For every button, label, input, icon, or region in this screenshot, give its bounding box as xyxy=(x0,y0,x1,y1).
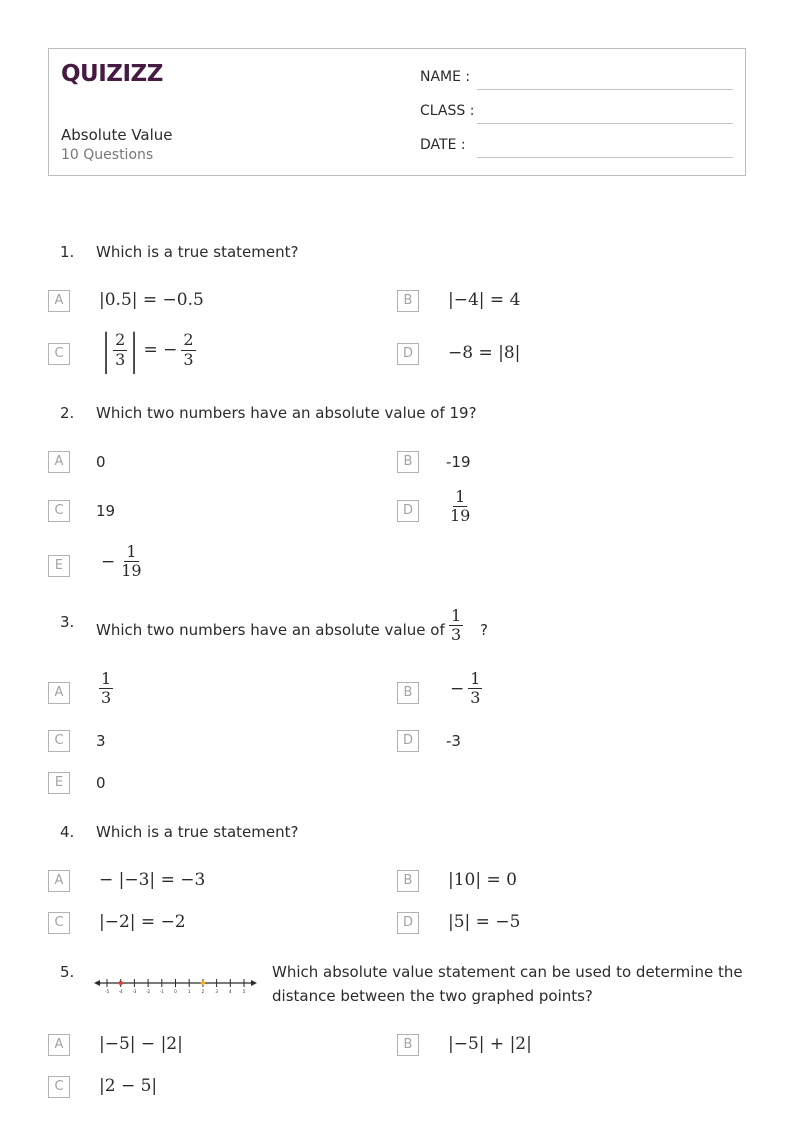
option-box-a[interactable]: A xyxy=(48,682,70,704)
question-text-line2: distance between the two graphed points? xyxy=(272,987,593,1005)
date-line[interactable] xyxy=(477,157,733,158)
worksheet-header xyxy=(48,48,746,176)
question-number: 4. xyxy=(60,823,75,841)
fraction: $\frac{1}{19}$ xyxy=(121,542,142,581)
option-text: -19 xyxy=(446,453,471,471)
question-count: 10 Questions xyxy=(61,147,154,163)
option-box-d[interactable]: D xyxy=(397,500,419,522)
number-line-tick-label: -2 xyxy=(146,989,151,994)
question-fraction xyxy=(449,607,463,645)
option-math xyxy=(99,670,113,708)
option-text: − |−3| = −3 xyxy=(99,870,206,890)
date-label: DATE : xyxy=(420,137,466,153)
option-text: -3 xyxy=(446,732,461,750)
option-sign: − xyxy=(101,551,116,572)
option-math xyxy=(99,325,196,374)
abs-bar-right: | xyxy=(130,325,138,374)
number-line-tick-label: 3 xyxy=(215,989,218,994)
option-box-b[interactable]: B xyxy=(397,290,419,312)
option-text: |2 − 5| xyxy=(99,1076,158,1096)
fraction: $\frac{2}{3}$ xyxy=(115,330,126,369)
name-line[interactable] xyxy=(477,89,733,90)
fraction: $\frac{1}{19}$ xyxy=(450,487,471,526)
option-box-a[interactable]: A xyxy=(48,870,70,892)
option-text: −8 = |8| xyxy=(448,343,521,363)
option-box-e[interactable]: E xyxy=(48,772,70,794)
option-box-b[interactable]: B xyxy=(397,1034,419,1056)
number-line-point xyxy=(119,981,123,985)
option-math xyxy=(448,488,472,526)
abs-bar-left: | xyxy=(102,325,110,374)
question-text: Which two numbers have an absolute value of xyxy=(96,621,445,639)
option-box-b[interactable]: B xyxy=(397,451,419,473)
question-number: 1. xyxy=(60,243,75,261)
option-box-d[interactable]: D xyxy=(397,912,419,934)
number-line-tick-label: -5 xyxy=(105,989,109,994)
option-math xyxy=(448,670,482,708)
option-text: |−5| − |2| xyxy=(99,1034,183,1054)
option-box-c[interactable]: C xyxy=(48,343,70,365)
question-number: 3. xyxy=(60,613,75,631)
option-box-b[interactable]: B xyxy=(397,870,419,892)
option-text: 19 xyxy=(96,502,116,520)
option-box-d[interactable]: D xyxy=(397,730,419,752)
option-box-e[interactable]: E xyxy=(48,555,70,577)
option-sign: − xyxy=(450,678,465,699)
option-math xyxy=(99,543,144,581)
number-line xyxy=(94,973,258,995)
name-label: NAME : xyxy=(420,69,471,85)
question-number: 5. xyxy=(60,963,75,981)
question-text: Which is a true statement? xyxy=(96,823,299,841)
option-box-b[interactable]: B xyxy=(397,682,419,704)
option-box-c[interactable]: C xyxy=(48,1076,70,1098)
option-text: |10| = 0 xyxy=(448,870,517,890)
number-line-tick-label: 1 xyxy=(187,989,191,994)
option-text: 3 xyxy=(96,732,106,750)
option-text: |−4| = 4 xyxy=(448,290,521,310)
option-box-a[interactable]: A xyxy=(48,290,70,312)
number-line-tick-label: 5 xyxy=(242,989,246,994)
worksheet-title: Absolute Value xyxy=(61,126,173,144)
option-box-d[interactable]: D xyxy=(397,343,419,365)
option-box-c[interactable]: C xyxy=(48,730,70,752)
fraction: $\frac{1}{3}$ xyxy=(451,606,462,645)
option-box-c[interactable]: C xyxy=(48,912,70,934)
number-line-tick-label: 0 xyxy=(174,989,177,994)
fraction: $\frac{2}{3}$ xyxy=(183,330,194,369)
question-text-line1: Which absolute value statement can be used to determine the xyxy=(272,963,743,981)
option-sign: = − xyxy=(143,340,178,360)
question-number: 2. xyxy=(60,404,75,422)
class-line[interactable] xyxy=(477,123,733,124)
fraction: $\frac{1}{3}$ xyxy=(470,669,481,708)
question-text-end: ? xyxy=(480,621,488,639)
option-box-c[interactable]: C xyxy=(48,500,70,522)
option-box-a[interactable]: A xyxy=(48,1034,70,1056)
option-text: |−2| = −2 xyxy=(99,912,186,932)
class-label: CLASS : xyxy=(420,103,475,119)
number-line-tick-label: -4 xyxy=(118,989,123,994)
option-text: 0 xyxy=(96,453,106,471)
number-line-ticks xyxy=(105,979,246,994)
question-text: Which is a true statement? xyxy=(96,243,299,261)
option-text: |5| = −5 xyxy=(448,912,521,932)
fraction: $\frac{1}{3}$ xyxy=(101,669,112,708)
number-line-arrow-left xyxy=(94,980,100,986)
option-text: |0.5| = −0.5 xyxy=(99,290,204,310)
number-line-tick-label: -3 xyxy=(132,989,137,994)
number-line-tick-label: 4 xyxy=(229,989,232,994)
number-line-arrow-right xyxy=(251,980,257,986)
number-line-tick-label: 2 xyxy=(201,989,205,994)
number-line-tick-label: -1 xyxy=(159,989,164,994)
option-text: |−5| + |2| xyxy=(448,1034,532,1054)
number-line-point xyxy=(201,981,205,985)
option-text: 0 xyxy=(96,774,106,792)
question-text: Which two numbers have an absolute value of 19? xyxy=(96,404,477,422)
quizizz-logo: QUIZIZZ xyxy=(61,61,163,87)
option-box-a[interactable]: A xyxy=(48,451,70,473)
